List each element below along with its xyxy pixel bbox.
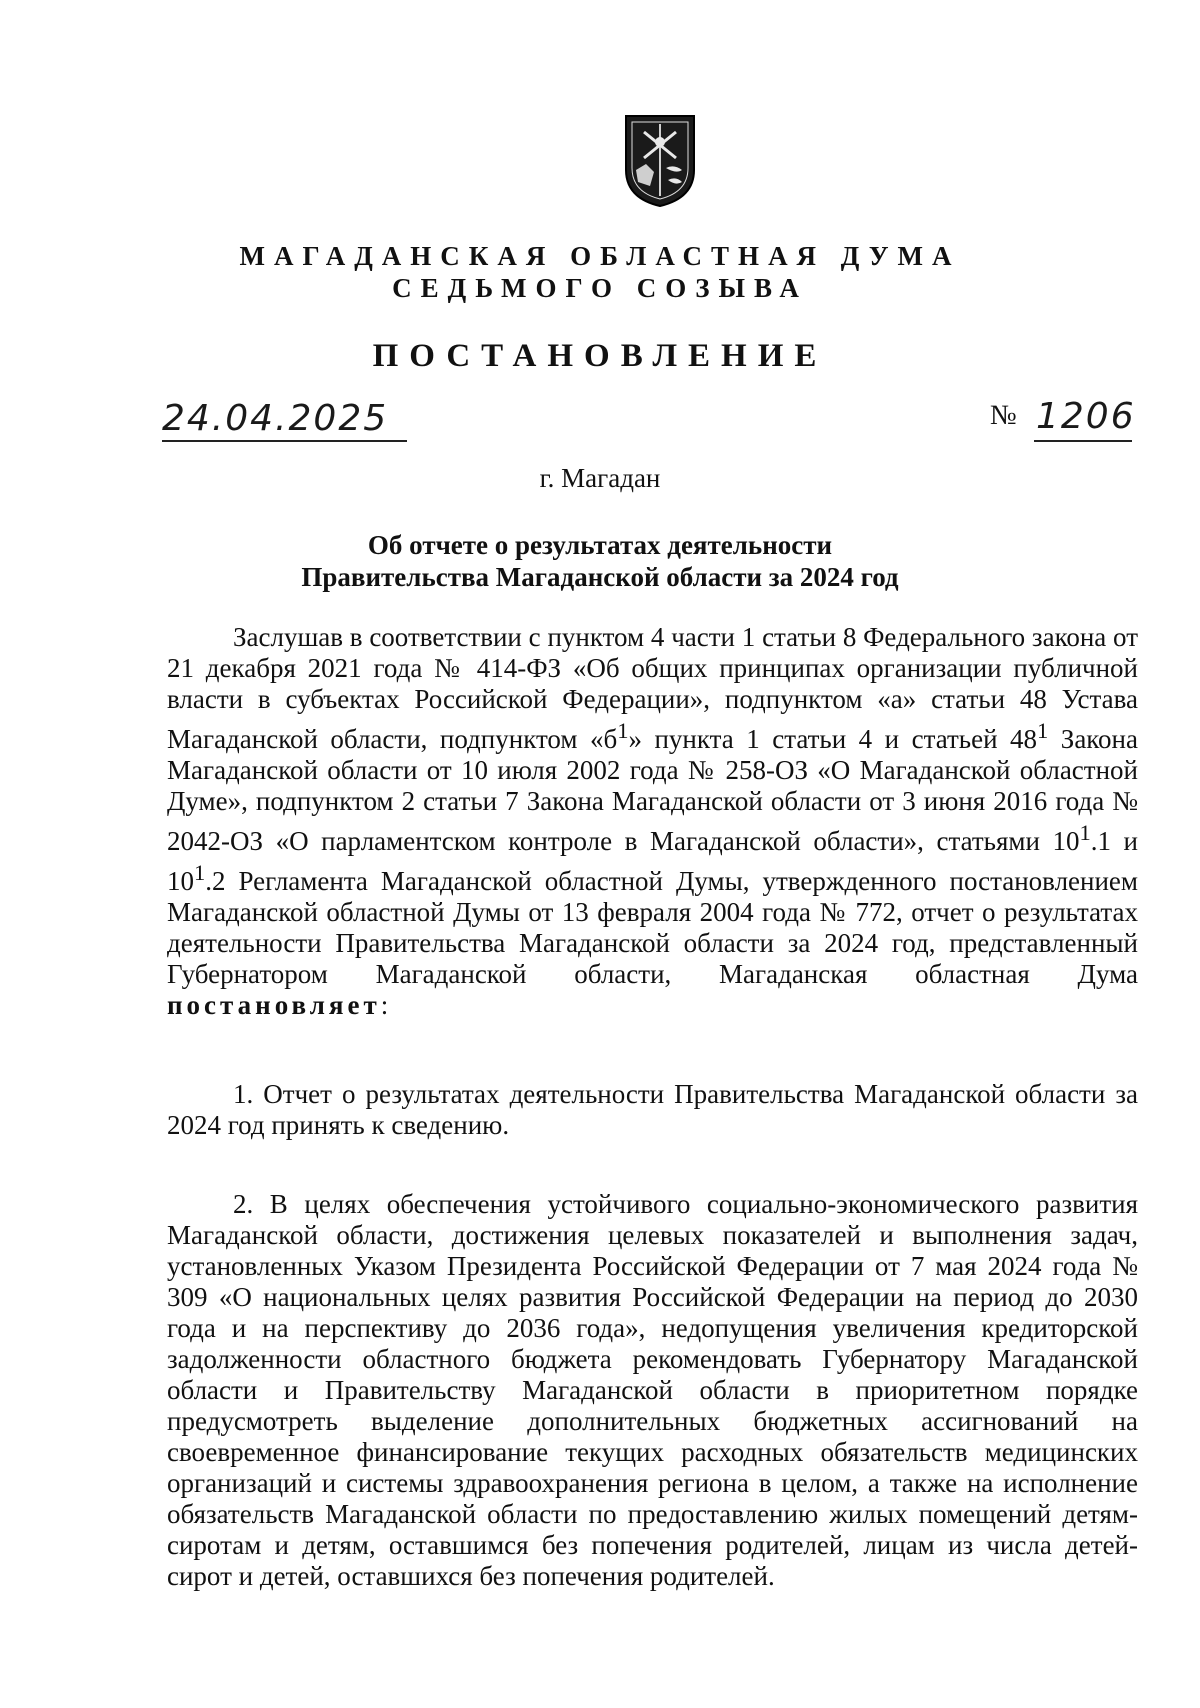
subject-line-1: Об отчете о результатах деятельности xyxy=(367,530,833,560)
superscript: 1 xyxy=(194,860,206,885)
colon: : xyxy=(380,990,389,1020)
preamble-text-c: Закона Магаданской области от 10 июля 2002 года № 258-ОЗ «О Магаданской областной Думе», подпунктом 2 статьи 7 Закона Магаданской области от 3 июня 2016 года № 2042-ОЗ «О парламентском контроле в Магаданской области», статьями 10 xyxy=(167,724,1138,856)
preamble-text-e: .2 Регламента Магаданской областной Думы, утвержденного постановлением Магаданской областной Думы от 13 февраля 2004 года № 772, отчет о результатах деятельности Правительства Магаданской области за 2024 год, представленный Губернатором Магаданской области, Магаданская областная Дума xyxy=(167,866,1138,989)
coat-of-arms-emblem xyxy=(622,112,698,208)
resolves-word: постановляет xyxy=(167,990,381,1020)
preamble-paragraph xyxy=(167,622,1138,1021)
superscript: 1 xyxy=(1037,718,1049,743)
clause-1-text: 1. Отчет о результатах деятельности Правительства Магаданской области за 2024 год принять к сведению. xyxy=(167,1079,1138,1140)
date-underline xyxy=(162,440,407,442)
handwritten-date: 24.04.2025 xyxy=(162,398,389,439)
superscript: 1 xyxy=(617,718,629,743)
clause-2-text: 2. В целях обеспечения устойчивого социально-экономического развития Магаданской области, достижения целевых показателей и выполнения задач, установленных Указом Президента Российской Федерации от 7 мая 2024 года № 309 «О национальных целях развития Российской Федерации на период до 2030 года и на перспективу до 2036 года», недопущения увеличения кредиторской задолженности областного бюджета рекомендовать Губернатору Магаданской области и Правительству Магаданской области в приоритетном порядке предусмотреть выделение дополнительных бюджетных ассигнований на своевременное финансирование текущих расходных обязательств медицинских организаций и системы здравоохранения региона в целом, а также на исполнение обязательств Магаданской области по предоставлению жилых помещений детям-сиротам и детям, оставшимся без попечения родителей, лицам из числа детей-сирот и детей, оставшихся без попечения родителей. xyxy=(167,1189,1138,1591)
document-number xyxy=(990,396,1136,437)
handwritten-number: 1206 xyxy=(1036,396,1136,437)
preamble-text-d: .1 и 10 xyxy=(167,826,1139,896)
convocation-line: СЕДЬМОГО СОЗЫВА xyxy=(392,273,808,303)
city-line: г. Магадан xyxy=(539,463,661,493)
superscript: 1 xyxy=(1079,820,1091,845)
organization-name: МАГАДАНСКАЯ ОБЛАСТНАЯ ДУМА xyxy=(239,241,961,271)
clause-2-paragraph xyxy=(167,1189,1138,1592)
clause-1-paragraph xyxy=(167,1079,1138,1141)
preamble-text-b: » пункта 1 статьи 4 и статьей 48 xyxy=(628,724,1038,754)
number-sign: № xyxy=(990,400,1017,431)
document-type-title: ПОСТАНОВЛЕНИЕ xyxy=(372,338,828,374)
subject-line-2: Правительства Магаданской области за 2024 год xyxy=(301,562,899,592)
number-underline xyxy=(1034,440,1132,442)
preamble-text-a: Заслушав в соответствии с пунктом 4 части 1 статьи 8 Федерального закона от 21 декабря 2021 года № 414-ФЗ «Об общих принципах организации публичной власти в субъектах Российской Федерации», подпунктом «а» статьи 48 Устава Магаданской области, подпунктом «б xyxy=(167,622,1138,754)
